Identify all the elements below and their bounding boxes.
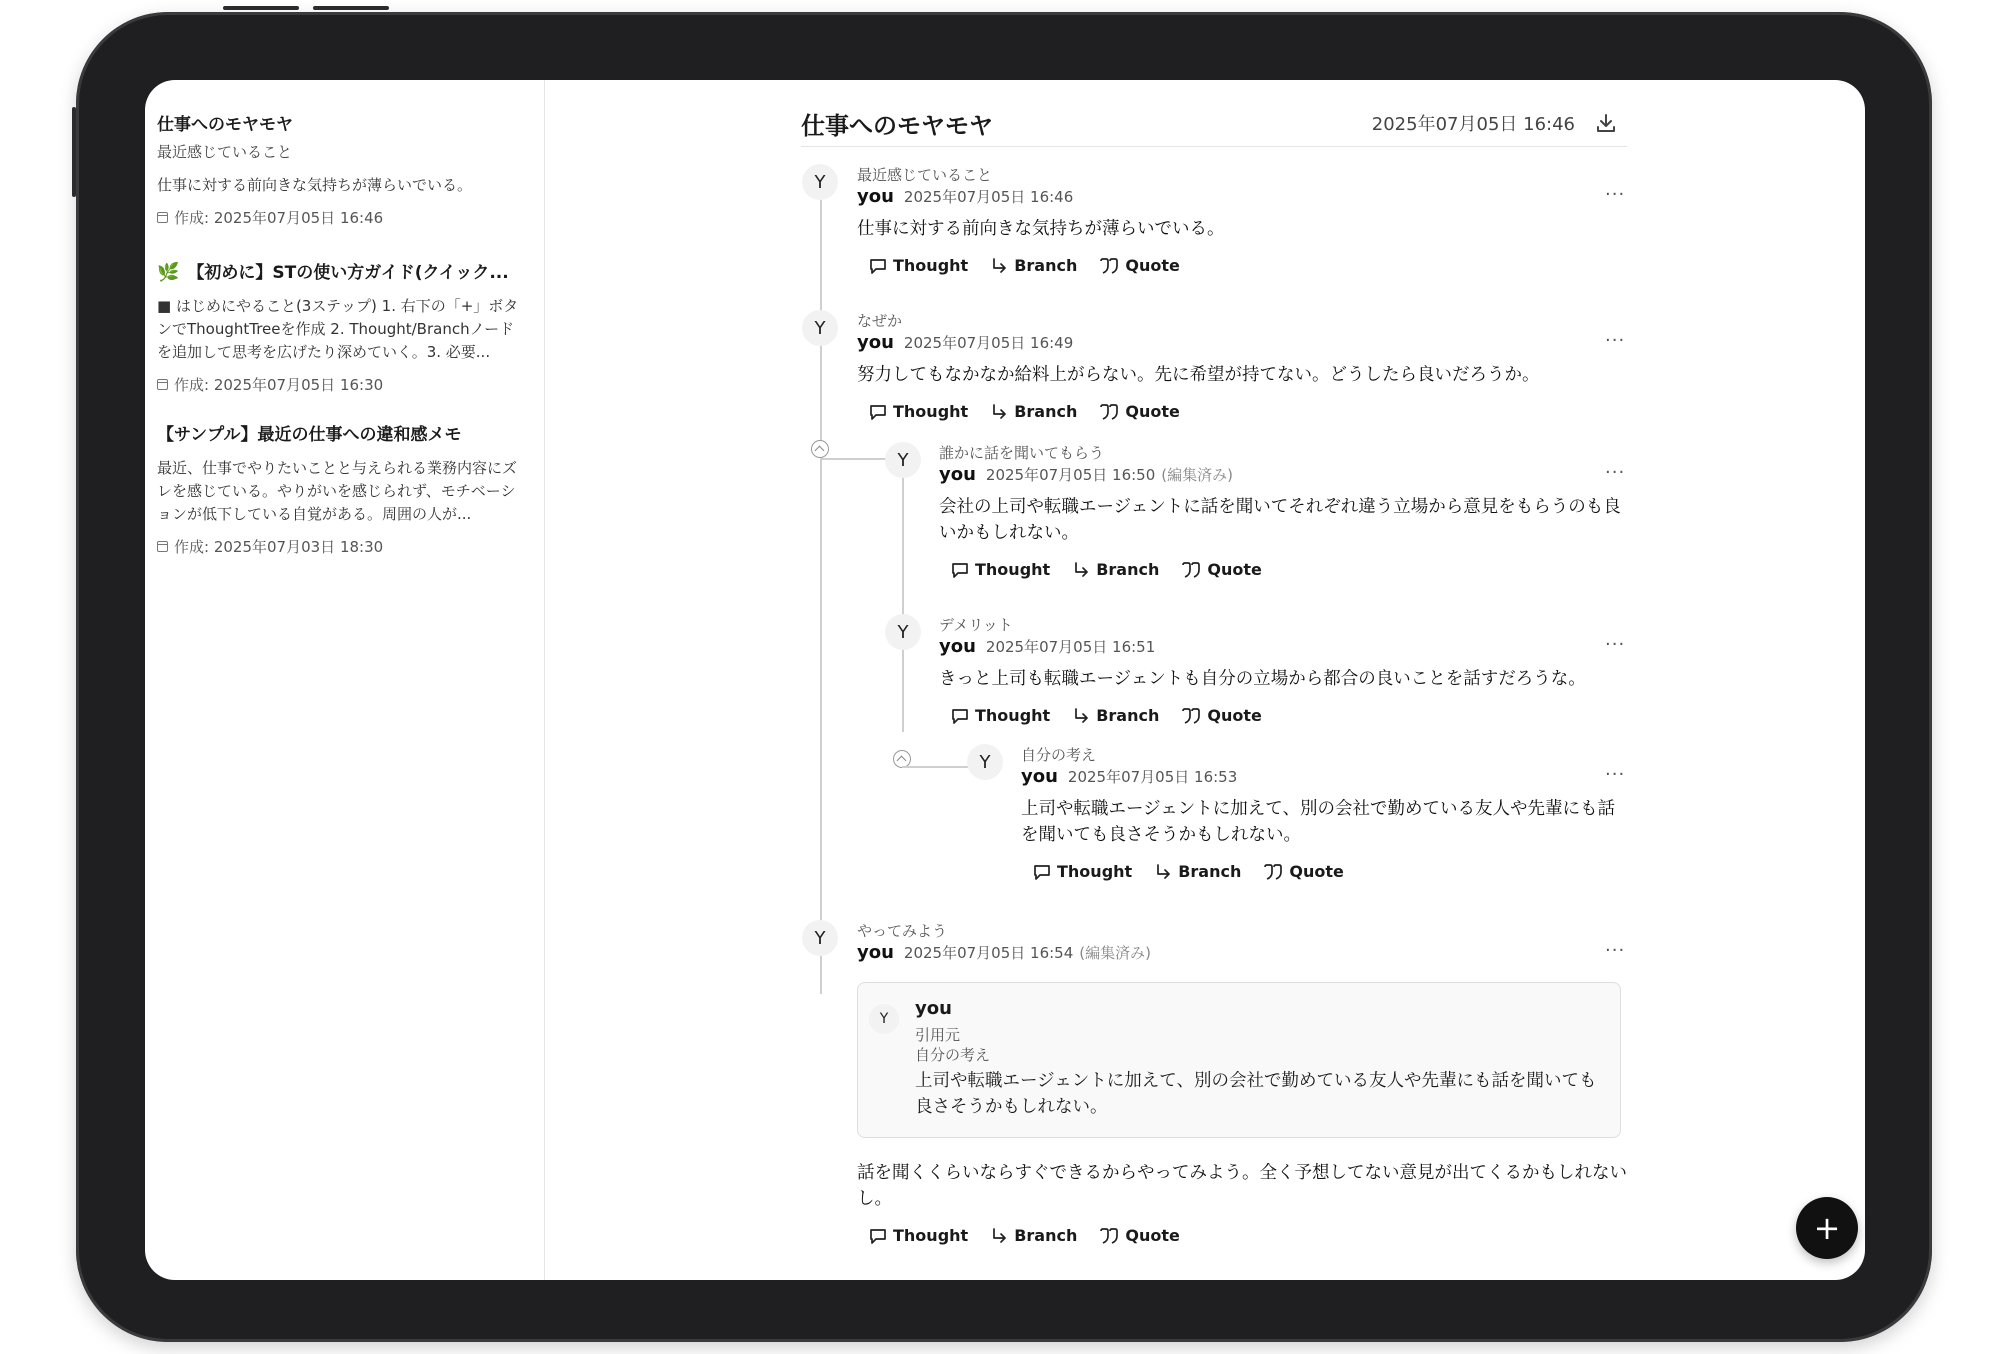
thread-header: [801, 102, 1627, 147]
author: you: [939, 636, 976, 657]
calendar-icon: [157, 379, 168, 390]
node-text: 仕事に対する前向きな気持ちが薄らいでいる。: [857, 219, 1225, 239]
node-text: 会社の上司や転職エージェントに話を聞いてそれぞれ違う立場から意見をもらうのも良いかもしれない。: [939, 497, 1621, 543]
node-actions: [869, 256, 1180, 275]
quote-button[interactable]: [1099, 402, 1179, 421]
quote-label: Quote: [1207, 706, 1262, 725]
node-text: 努力してもなかなか給料上がらない。先に希望が持てない。どうしたら良いだろうか。: [857, 365, 1540, 385]
quote-source-title: 自分の考え: [915, 1046, 991, 1064]
note-date-text: 作成: 2025年07月05日 16:30: [174, 376, 384, 394]
node-meta: [1021, 766, 1237, 787]
quote-label: Quote: [1289, 862, 1344, 881]
node-meta: [939, 636, 1155, 657]
note-title: 仕事へのモヤモヤ: [157, 115, 293, 135]
node-text: きっと上司も転職エージェントも自分の立場から都合の良いことを話すだろうな。: [939, 669, 1586, 689]
comment-icon: [869, 1227, 887, 1245]
quote-label: Quote: [1125, 256, 1180, 275]
calendar-icon: [157, 212, 168, 223]
thought-label: Thought: [893, 1226, 969, 1245]
thought-label: Thought: [975, 706, 1051, 725]
quote-label: Quote: [1125, 402, 1180, 421]
thought-label: Thought: [1057, 862, 1133, 881]
note-date: [157, 374, 529, 395]
node-title: やってみよう: [857, 922, 948, 940]
download-icon[interactable]: [1595, 112, 1617, 134]
node-actions: [869, 1226, 1180, 1245]
quote-icon: [1181, 707, 1201, 725]
node-actions: [1033, 862, 1344, 881]
thread-branch-line: [902, 766, 970, 768]
avatar: Y: [967, 744, 1003, 780]
node-title: 自分の考え: [1021, 746, 1097, 764]
branch-label: Branch: [1096, 560, 1160, 579]
comment-icon: [869, 257, 887, 275]
comment-icon: [1033, 863, 1051, 881]
node-title: 最近感じていること: [857, 166, 993, 184]
thread-branch-line: [820, 458, 888, 460]
branch-arrow-icon: [1072, 561, 1090, 579]
more-menu-icon[interactable]: ···: [1605, 940, 1626, 961]
node-meta: [857, 332, 1073, 353]
avatar: Y: [869, 1004, 899, 1034]
avatar: Y: [802, 920, 838, 956]
quote-icon: [1099, 403, 1119, 421]
branch-arrow-icon: [1072, 707, 1090, 725]
leaf-icon: 🌿: [157, 262, 180, 283]
avatar: Y: [802, 164, 838, 200]
note-item[interactable]: [157, 110, 529, 228]
branch-button[interactable]: [990, 256, 1077, 275]
timestamp: 2025年07月05日 16:51: [985, 638, 1156, 656]
note-item[interactable]: [157, 258, 529, 395]
branch-arrow-icon: [990, 1227, 1008, 1245]
node-title: 誰かに話を聞いてもらう: [939, 444, 1105, 462]
thread-view: [801, 80, 1865, 1280]
branch-label: Branch: [1014, 256, 1078, 275]
more-menu-icon[interactable]: ···: [1605, 764, 1626, 785]
note-title: 【サンプル】最近の仕事への違和感メモ: [157, 425, 462, 445]
avatar: Y: [885, 442, 921, 478]
note-date-text: 作成: 2025年07月03日 18:30: [174, 538, 384, 556]
timestamp: 2025年07月05日 16:49: [903, 334, 1074, 352]
comment-icon: [951, 707, 969, 725]
avatar: Y: [802, 310, 838, 346]
thought-label: Thought: [893, 256, 969, 275]
top-button: [223, 6, 299, 10]
thought-button[interactable]: [869, 256, 968, 275]
thread-line: [902, 476, 904, 732]
note-title: [157, 258, 529, 283]
branch-button[interactable]: [990, 402, 1077, 421]
quote-button[interactable]: [1099, 256, 1179, 275]
author: you: [857, 942, 894, 963]
app-screen: [145, 80, 1865, 1280]
quote-icon: [1263, 863, 1283, 881]
node-meta: [939, 464, 1233, 485]
node-title: なぜか: [857, 312, 903, 330]
quote-icon: [1099, 257, 1119, 275]
header-date: 2025年07月05日 16:46: [1371, 114, 1575, 135]
collapse-toggle-icon[interactable]: [811, 440, 829, 458]
sidebar: [145, 80, 545, 1280]
node-meta: [857, 186, 1073, 207]
branch-arrow-icon: [990, 257, 1008, 275]
add-thought-tree-button[interactable]: +: [1796, 1197, 1858, 1259]
branch-arrow-icon: [1154, 863, 1172, 881]
branch-button[interactable]: [1154, 862, 1241, 881]
more-menu-icon[interactable]: ···: [1605, 330, 1626, 351]
thought-button[interactable]: [1033, 862, 1132, 881]
note-preview: 仕事に対する前向きな気持ちが薄らいでいる。: [157, 176, 473, 194]
volume-button: [72, 107, 76, 197]
node-title: デメリット: [939, 616, 1013, 634]
node-actions: [951, 706, 1262, 725]
node-actions: [869, 402, 1180, 421]
quote-button[interactable]: [1099, 1226, 1179, 1245]
node-actions: [951, 560, 1262, 579]
thought-button[interactable]: [951, 560, 1050, 579]
note-subtitle: 最近感じていること: [157, 143, 293, 161]
quote-label: Quote: [1125, 1226, 1180, 1245]
author: you: [1021, 766, 1058, 787]
thought-label: Thought: [893, 402, 969, 421]
note-preview: ■ はじめにやること(3ステップ) 1. 右下の「+」ボタンでThoughtTreeを作成 2. Thought/Branchノードを追加して思考を広げたり深めていく。3. 必要...: [157, 297, 519, 361]
avatar: Y: [885, 614, 921, 650]
node-text: 上司や転職エージェントに加えて、別の会社で勤めている友人や先輩にも話を聞いても良さそうかもしれない。: [1021, 799, 1615, 845]
node-text: 話を聞くくらいならすぐできるからやってみよう。全く予想してない意見が出てくるかもしれないし。: [857, 1163, 1627, 1209]
branch-button[interactable]: [1072, 560, 1159, 579]
note-date-text: 作成: 2025年07月05日 16:46: [174, 209, 384, 227]
author: you: [857, 186, 894, 207]
thought-button[interactable]: [869, 402, 968, 421]
branch-label: Branch: [1096, 706, 1160, 725]
timestamp: 2025年07月05日 16:54: [903, 944, 1074, 962]
branch-button[interactable]: [990, 1226, 1077, 1245]
note-item[interactable]: [157, 420, 529, 557]
quote-source-label: 引用元: [915, 1026, 961, 1044]
branch-label: Branch: [1014, 402, 1078, 421]
quote-icon: [1181, 561, 1201, 579]
calendar-icon: [157, 541, 168, 552]
quote-button[interactable]: [1181, 706, 1261, 725]
timestamp: 2025年07月05日 16:46: [903, 188, 1074, 206]
note-title-text: 【初めに】STの使い方ガイド(クイック...: [187, 263, 509, 283]
note-date: [157, 536, 529, 557]
author: you: [857, 332, 894, 353]
note-date: [157, 207, 529, 228]
note-preview: 最近、仕事でやりたいことと与えられる業務内容にズレを感じている。やりがいを感じられず、モチベーションが低下している自覚がある。周囲の人が...: [157, 459, 518, 523]
thought-button[interactable]: [869, 1226, 968, 1245]
thought-label: Thought: [975, 560, 1051, 579]
timestamp: 2025年07月05日 16:50: [985, 466, 1156, 484]
quote-author: you: [915, 998, 952, 1019]
more-menu-icon[interactable]: ···: [1605, 184, 1626, 205]
more-menu-icon[interactable]: ···: [1605, 462, 1626, 483]
node-meta: [857, 942, 1151, 963]
quote-button[interactable]: [1263, 862, 1343, 881]
page-title: 仕事へのモヤモヤ: [801, 112, 993, 140]
branch-arrow-icon: [990, 403, 1008, 421]
thought-button[interactable]: [951, 706, 1050, 725]
branch-label: Branch: [1178, 862, 1242, 881]
author: you: [939, 464, 976, 485]
more-menu-icon[interactable]: ···: [1605, 634, 1626, 655]
quote-text: 上司や転職エージェントに加えて、別の会社で勤めている友人や先輩にも話を聞いても良さそうかもしれない。: [915, 1071, 1597, 1117]
edited-badge: (編集済み): [1161, 466, 1233, 484]
edited-badge: (編集済み): [1079, 944, 1151, 962]
quote-icon: [1099, 1227, 1119, 1245]
quoted-block[interactable]: [857, 982, 1621, 1138]
quote-button[interactable]: [1181, 560, 1261, 579]
comment-icon: [869, 403, 887, 421]
top-button: [313, 6, 389, 10]
timestamp: 2025年07月05日 16:53: [1067, 768, 1238, 786]
branch-button[interactable]: [1072, 706, 1159, 725]
comment-icon: [951, 561, 969, 579]
branch-label: Branch: [1014, 1226, 1078, 1245]
quote-label: Quote: [1207, 560, 1262, 579]
